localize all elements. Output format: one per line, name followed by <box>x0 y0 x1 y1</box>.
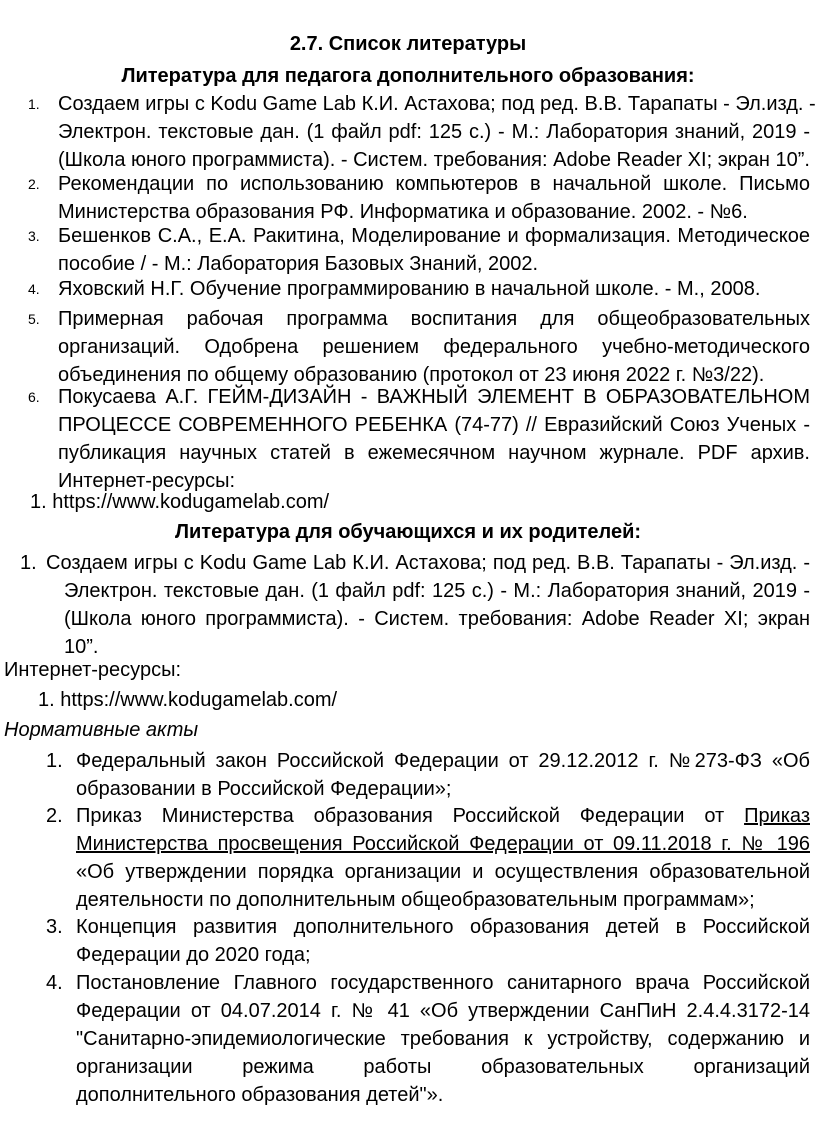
student-web-resource[interactable]: 1. https://www.kodugamelab.com/ <box>38 689 338 711</box>
normative-item-number: 1. <box>46 750 63 772</box>
teacher-lit-item <box>58 170 810 226</box>
normative-item-number: 3. <box>46 916 63 938</box>
item-line: «Об утверждении порядка организации и осуществления образовательной <box>76 861 810 883</box>
teacher-lit-item <box>58 305 810 389</box>
normative-item-number: 2. <box>46 805 63 827</box>
item-line: Федеральный закон Российской Федерации от 29.12.2012 г. №273-ФЗ «Об <box>76 750 810 772</box>
item-line: Концепция развития дополнительного образования детей в Российской <box>76 916 810 938</box>
item-line: организации режима работы образовательных организаций <box>76 1056 810 1078</box>
item-line: Примерная рабочая программа воспитания для общеобразовательных <box>58 308 810 330</box>
item-line: Интернет-ресурсы: <box>58 470 236 492</box>
teacher-web-resource[interactable]: 1. https://www.kodugamelab.com/ <box>30 491 330 513</box>
normative-item <box>76 913 810 969</box>
item-line: Покусаева А.Г. ГЕЙМ-ДИЗАЙН - ВАЖНЫЙ ЭЛЕМЕНТ В ОБРАЗОВАТЕЛЬНОМ <box>58 386 810 408</box>
internet-resources-label: Интернет-ресурсы: <box>4 659 182 681</box>
normative-item <box>76 747 810 803</box>
teacher-item-number: 5. <box>28 311 40 327</box>
item-line: Постановление Главного государственного санитарного врача Российской <box>76 972 810 994</box>
order-text: Приказ Министерства образования Российской Федерации от <box>76 805 725 827</box>
item-line: организаций. Одобрена решением федерального учебно-методического <box>58 336 810 358</box>
section-title: 2.7. Список литературы <box>289 33 527 55</box>
teacher-lit-item <box>58 90 816 174</box>
teacher-lit-item <box>58 222 810 278</box>
student-lit-item <box>46 549 810 577</box>
order-link[interactable]: Приказ <box>744 805 810 827</box>
item-line: "Санитарно-эпидемиологические требования к устройству, содержанию и <box>76 1028 810 1050</box>
item-line: (Школа юного программиста). - Систем. требования: Adobe Reader XI; экран <box>64 608 810 630</box>
item-line: Создаем игры с Kodu Game Lab К.И. Астахова; под ред. В.В. Тарапаты - Эл.изд. - <box>46 552 810 574</box>
item-line: образовании в Российской Федерации»; <box>76 778 452 800</box>
item-line: (Школа юного программиста). - Систем. требования: Adobe Reader XI; экран 10”. <box>58 149 810 171</box>
teacher-item-number: 2. <box>28 176 40 192</box>
item-line: Бешенков С.А., Е.А. Ракитина, Моделирование и формализация. Методическое <box>58 225 810 247</box>
teacher-lit-heading: Литература для педагога дополнительного образования: <box>121 65 695 87</box>
teacher-item-number: 3. <box>28 228 40 244</box>
item-line: Яховский Н.Г. Обучение программированию в начальной школе. - М., 2008. <box>58 278 761 300</box>
item-line: деятельности по дополнительным общеобразовательным программам»; <box>76 889 755 911</box>
teacher-lit-item <box>58 383 810 495</box>
item-line: 10”. <box>64 636 99 658</box>
item-line: Рекомендации по использованию компьютеров в начальной школе. Письмо <box>58 173 810 195</box>
student-lit-item-continued <box>64 577 810 661</box>
student-item-number: 1. <box>20 552 37 574</box>
item-line: Электрон. текстовые дан. (1 файл pdf: 125 с.) - М.: Лаборатория знаний, 2019 - <box>64 580 810 602</box>
teacher-item-number: 4. <box>28 281 40 297</box>
item-line: публикация научных статей в ежемесячном научном журнале. PDF архив. <box>58 442 810 464</box>
teacher-item-number: 6. <box>28 389 40 405</box>
teacher-lit-item <box>58 275 810 303</box>
normative-heading: Нормативные акты <box>4 719 199 741</box>
item-line <box>76 802 810 830</box>
teacher-item-number: 1. <box>28 96 40 112</box>
item-line: Создаем игры с Kodu Game Lab К.И. Астахова; под ред. В.В. Тарапаты - Эл.изд. - <box>58 93 816 115</box>
normative-item-number: 4. <box>46 972 63 994</box>
item-line: Министерства образования РФ. Информатика и образование. 2002. - №6. <box>58 201 748 223</box>
normative-item <box>76 802 810 914</box>
item-line: дополнительного образования детей"». <box>76 1084 444 1106</box>
item-line: пособие / - М.: Лаборатория Базовых Знаний, 2002. <box>58 253 539 275</box>
item-line: объединения по общему образованию (протокол от 23 июня 2022 г. №3/22). <box>58 364 765 386</box>
item-line: ПРОЦЕССЕ СОВРЕМЕННОГО РЕБЕНКА (74-77) // Евразийский Союз Ученых - <box>58 414 810 436</box>
normative-item <box>76 969 810 1109</box>
item-line: Федерации до 2020 года; <box>76 944 311 966</box>
item-line: Федерации от 04.07.2014 г. № 41 «Об утверждении СанПиН 2.4.4.3172-14 <box>76 1000 810 1022</box>
student-lit-heading: Литература для обучающихся и их родителей: <box>174 521 642 543</box>
order-link[interactable]: Министерства просвещения Российской Федерации от 09.11.2018 г. № 196 <box>76 833 810 855</box>
item-line: Электрон. текстовые дан. (1 файл pdf: 125 с.) - М.: Лаборатория знаний, 2019 - <box>58 121 810 143</box>
